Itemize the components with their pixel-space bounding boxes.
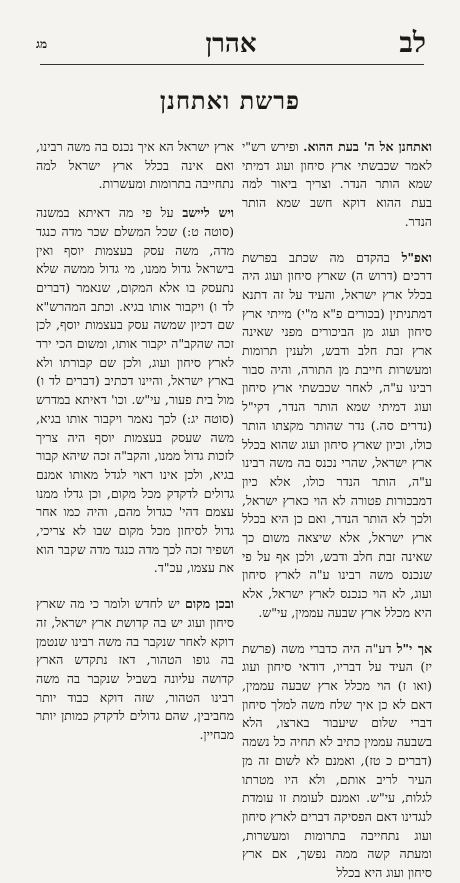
paragraph-text: ופירש רש"י לאמר שכבשתי ארץ סיחון ועוג דמיתי שמא הותר הנדר. וצריך ביאור למה בעת ההוא דוקא חשב שמא הותר הנדר. [242,139,432,229]
page-letter: לב [399,26,426,59]
paragraph-lead: ואתחנן אל ה' בעת ההוא. [303,139,432,154]
section-title: פרשת ואתחנן [159,86,301,115]
paragraph-lead: ויש ליישב [182,205,234,221]
header-rule [40,64,424,65]
paragraph [36,595,234,745]
paragraph [36,138,234,194]
paragraph-text: על פי מה דאיתא במשנה (סוטה ט:) שכל המשלם שכר מדה כנגד מדה, משה עסק בעצמות יוסף ואין בישראל גדול ממנו, מי גדול ממשה שלא נתעסק בו אלא המקום, שנאמר (דברים לד ו) ויקבור אותו בגיא. וכתב המהרש"א שם דכיון שמשה עסק בעצמות יוסף, לכן זכה שהקב"ה יקבור אותו, ומשום הכי ירד לארץ סיחון ועוג, ולכן שם קבורתו ולא בארץ ישראל, והיינו דכתיב (דברים לד ו) מול בית פעור, עי"ש. וכו' דאיתא במדרש (סוטה יג:) לכך נאמר ויקבור אותו בגיא, משה שעסק בעצמות יוסף היה צריך לזכות גדול ממנו, והקב"ה זכה שיהא קבור בגיא, ולכן אינו ראוי לגדל מאותו אמנם גדולים לדקדק מכל מקום, וכן גדלו ממנו עצמם דהי' כגדול מהם, והיה כמו אחר גדול לסיחון מכל מקום שבו לא צריכי, ושפיר זכה לכך מדה כנגד מדה שקבר הוא את עצמו, עכ"ד. [36,205,234,576]
paragraph-text: דע"ה היה כדברי משה (פרשת יז) העיד על דבריו, דודאי סיחון ועוג (ואו ז) הוי מכלל ארץ שבעה עממין, דאם לא כן איך שלח משה למלך סיחון דברי שלום שיעבור בארצו, הלא בשבעה עממין כתיב לא תחיה כל נשמה (דברים כ טז), ואמנם לא לשום זה מן העיר לריב אותם, ולא היו מטרתו לגלות, עי"ש. ואמנם לעומת זו עומדת לנגדינו דאם הפסיקה דברים לארץ סיחון ועוג נתחייבה בתרומות ומעשרות, ומעתה קשה ממה נפשך, אם ארץ סיחון ועוג היא בכלל [242,640,432,881]
paragraph-text: בהקדם מה שכתב בפרשת דרכים (דרוש ה) שארץ סיחון ועוג היה בכלל ארץ ישראל, והעיד על זה דתנא דמתניתין (בכורים פ"א מ"י) מייתי ארץ סיחון ועוג מן הביכורים מפני שאינה ארץ זבת חלב ודבש, ולענין תרומות ומעשרות חייבת מן התורה, והיה סבור רבינו ע"ה, לאחר שכבשתי ארץ סיחון ועוג דמיתי שמא הותר הנדר, דקי"ל (נדרים סה.) נדר שהותר מקצתו הותר כולו, וכיון שארץ סיחון ועוג שהוא בכלל ארץ ישראל, שהרי נכנס בה משה רבינו ע"ה, הותר הנדר כולו, אלא כיון דמבכורות פטורה לא הוי כארץ ישראל, ולכך לא הותר הנדר, ואם כן היא בכלל ארץ ישראל, אלא שיצאה משום כך שאינה זבת חלב ודבש, ולכן אף על פי שנכנס משה רבינו ע"ה לארץ סיחון ועוג, לא הוי כנכנס לארץ ישראל, אלא היא מכלל ארץ שבעה עממין, עי"ש. [242,249,432,620]
page-number: מג [36,37,48,51]
paragraph-lead: ואפ"ל [401,249,432,265]
right-column [242,138,433,881]
paragraph-text: יש לחדש ולומר כי מה שארץ סיחון ועוג יש בה קדושת ארץ ישראל, זה דוקא לאחר שנקבר בה משה רבינו שנטמן בה גופו הטהור, דאז נתקדש הארץ קדושה עליונה בשביל שנקבר בה משה רבינו הטהור, שזה דוקא כבוד יותר מחביבין, שהם גדולים לדקדק כמותן יותר מבחיין. [36,596,234,743]
paragraph [242,640,432,883]
paragraph [242,249,432,623]
paragraph-text: ארץ ישראל הא איך נכנס בה משה רבינו, ואם אינה בכלל ארץ ישראל למה נתחייבה בתרומות ומעשרות. [36,139,234,192]
paragraph [242,138,432,232]
left-column [36,138,235,743]
paragraph-lead: אך י"ל [396,640,433,656]
running-header [36,26,426,64]
paragraph-lead: ובכן מקום [185,596,235,612]
paragraph [36,204,234,578]
running-title: אהרן [205,29,257,59]
